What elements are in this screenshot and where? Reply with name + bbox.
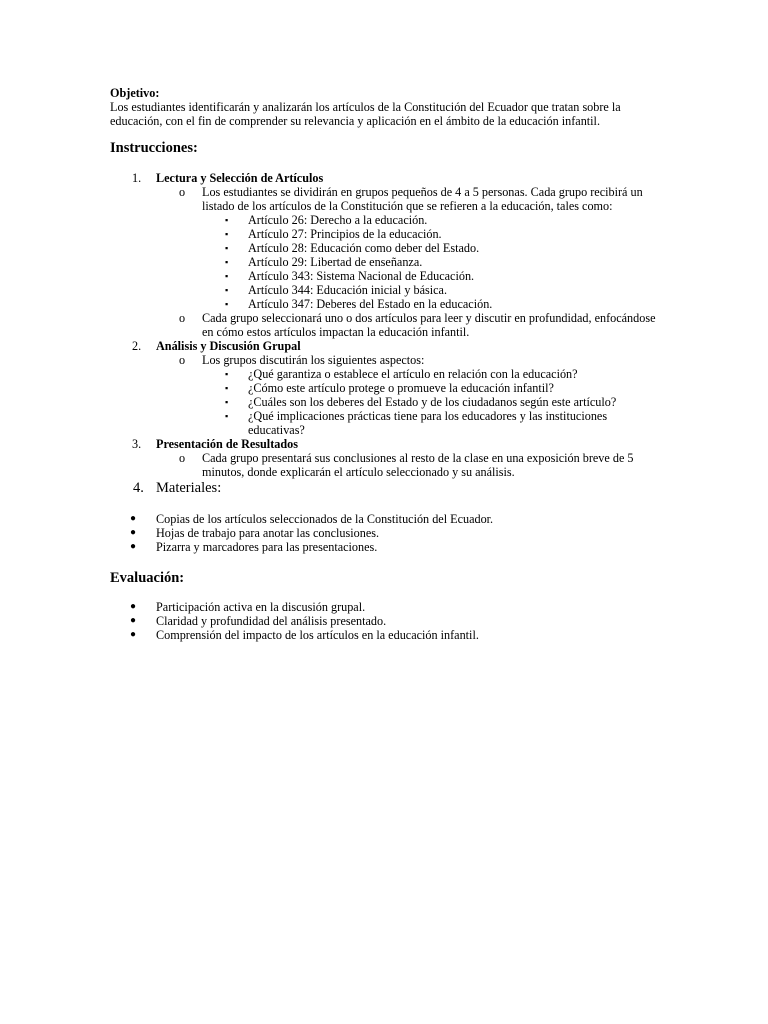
objetivo-text: Los estudiantes identificarán y analizarán los artículos de la Constitución del Ecuador que tratan sobre la educación, con el fin de comprender su relevancia y aplicación en el ámbito de la educación infantil. (110, 100, 621, 128)
materiales-heading-row (110, 479, 658, 496)
item-number: 3. (132, 437, 142, 451)
materiales-heading: Materiales: (156, 480, 222, 496)
square-bullet-icon: ▪ (225, 257, 229, 267)
list-item-text: Participación activa en la discusión grupal. (156, 600, 366, 614)
list-item-text: Pizarra y marcadores para las presentaciones. (156, 540, 378, 554)
item-title: Presentación de Resultados (156, 437, 298, 451)
list-item (110, 512, 658, 526)
objetivo-label: Objetivo: (110, 86, 160, 100)
sub-item-text: Cada grupo seleccionará uno o dos artículos para leer y discutir en profundidad, enfocándose en cómo estos artículos impactan la educación infantil. (202, 311, 656, 339)
square-bullet-icon: ▪ (225, 411, 229, 421)
square-bullet-icon: ▪ (225, 397, 229, 407)
question-text: ¿Qué garantiza o establece el artículo en relación con la educación? (248, 367, 578, 381)
question-bullet (110, 395, 658, 409)
article-bullet (110, 255, 658, 269)
square-bullet-icon: ▪ (225, 299, 229, 309)
sub-item-text: Los estudiantes se dividirán en grupos pequeños de 4 a 5 personas. Cada grupo recibirá un listado de los artículos de la Constitución que se refieren a la educación, tales como: (202, 185, 643, 213)
list-item-text: Comprensión del impacto de los artículos en la educación infantil. (156, 628, 479, 642)
square-bullet-icon: ▪ (225, 285, 229, 295)
round-bullet-icon: ● (130, 527, 137, 538)
list-item (110, 628, 658, 642)
list-item (110, 526, 658, 540)
square-bullet-icon: ▪ (225, 271, 229, 281)
sub-item (110, 451, 658, 479)
circle-marker-icon: o (179, 451, 186, 465)
list-item (110, 614, 658, 628)
item-number: 4. (133, 480, 144, 496)
list-item (110, 600, 658, 614)
item-title: Análisis y Discusión Grupal (156, 339, 301, 353)
list-item-text: Copias de los artículos seleccionados de la Constitución del Ecuador. (156, 512, 494, 526)
round-bullet-icon: ● (130, 615, 137, 626)
item-title: Lectura y Selección de Artículos (156, 171, 324, 185)
materiales-list (110, 512, 658, 554)
question-text: ¿Cuáles son los deberes del Estado y de los ciudadanos según este artículo? (248, 395, 617, 409)
instruction-item-1 (110, 171, 658, 185)
sub-item (110, 353, 658, 367)
evaluacion-list (110, 600, 658, 642)
article-text: Artículo 344: Educación inicial y básica. (248, 283, 447, 297)
round-bullet-icon: ● (130, 601, 137, 612)
article-text: Artículo 28: Educación como deber del Estado. (248, 241, 480, 255)
question-bullet (110, 409, 658, 437)
square-bullet-icon: ▪ (225, 369, 229, 379)
instruction-item-2 (110, 339, 658, 353)
article-bullet (110, 283, 658, 297)
square-bullet-icon: ▪ (225, 215, 229, 225)
circle-marker-icon: o (179, 311, 186, 325)
instrucciones-heading: Instrucciones: (110, 140, 198, 156)
sub-item (110, 185, 658, 213)
article-text: Artículo 343: Sistema Nacional de Educación. (248, 269, 475, 283)
circle-marker-icon: o (179, 353, 186, 367)
question-bullet (110, 367, 658, 381)
square-bullet-icon: ▪ (225, 383, 229, 393)
article-text: Artículo 27: Principios de la educación. (248, 227, 442, 241)
list-item-text: Hojas de trabajo para anotar las conclusiones. (156, 526, 380, 540)
list-item-text: Claridad y profundidad del análisis presentado. (156, 614, 387, 628)
round-bullet-icon: ● (130, 541, 137, 552)
list-item (110, 540, 658, 554)
item-number: 1. (132, 171, 142, 185)
evaluacion-heading: Evaluación: (110, 570, 185, 586)
instrucciones-list (110, 171, 658, 496)
article-text: Artículo 26: Derecho a la educación. (248, 213, 428, 227)
article-bullet (110, 297, 658, 311)
circle-marker-icon: o (179, 185, 186, 199)
sub-item-text: Cada grupo presentará sus conclusiones al resto de la clase en una exposición breve de 5 minutos, donde explicarán el artículo seleccionado y su análisis. (202, 451, 634, 479)
item-number: 2. (132, 339, 142, 353)
document-page (110, 86, 658, 642)
round-bullet-icon: ● (130, 513, 137, 524)
instruction-item-3 (110, 437, 658, 451)
square-bullet-icon: ▪ (225, 243, 229, 253)
article-text: Artículo 29: Libertad de enseñanza. (248, 255, 423, 269)
article-bullet (110, 213, 658, 227)
question-text: ¿Cómo este artículo protege o promueve la educación infantil? (248, 381, 554, 395)
sub-item (110, 311, 658, 339)
round-bullet-icon: ● (130, 629, 137, 640)
article-bullet (110, 269, 658, 283)
article-text: Artículo 347: Deberes del Estado en la educación. (248, 297, 493, 311)
question-text: ¿Qué implicaciones prácticas tiene para los educadores y las instituciones educativas? (248, 409, 608, 437)
square-bullet-icon: ▪ (225, 229, 229, 239)
article-bullet (110, 241, 658, 255)
sub-item-text: Los grupos discutirán los siguientes aspectos: (202, 353, 425, 367)
question-bullet (110, 381, 658, 395)
article-bullet (110, 227, 658, 241)
